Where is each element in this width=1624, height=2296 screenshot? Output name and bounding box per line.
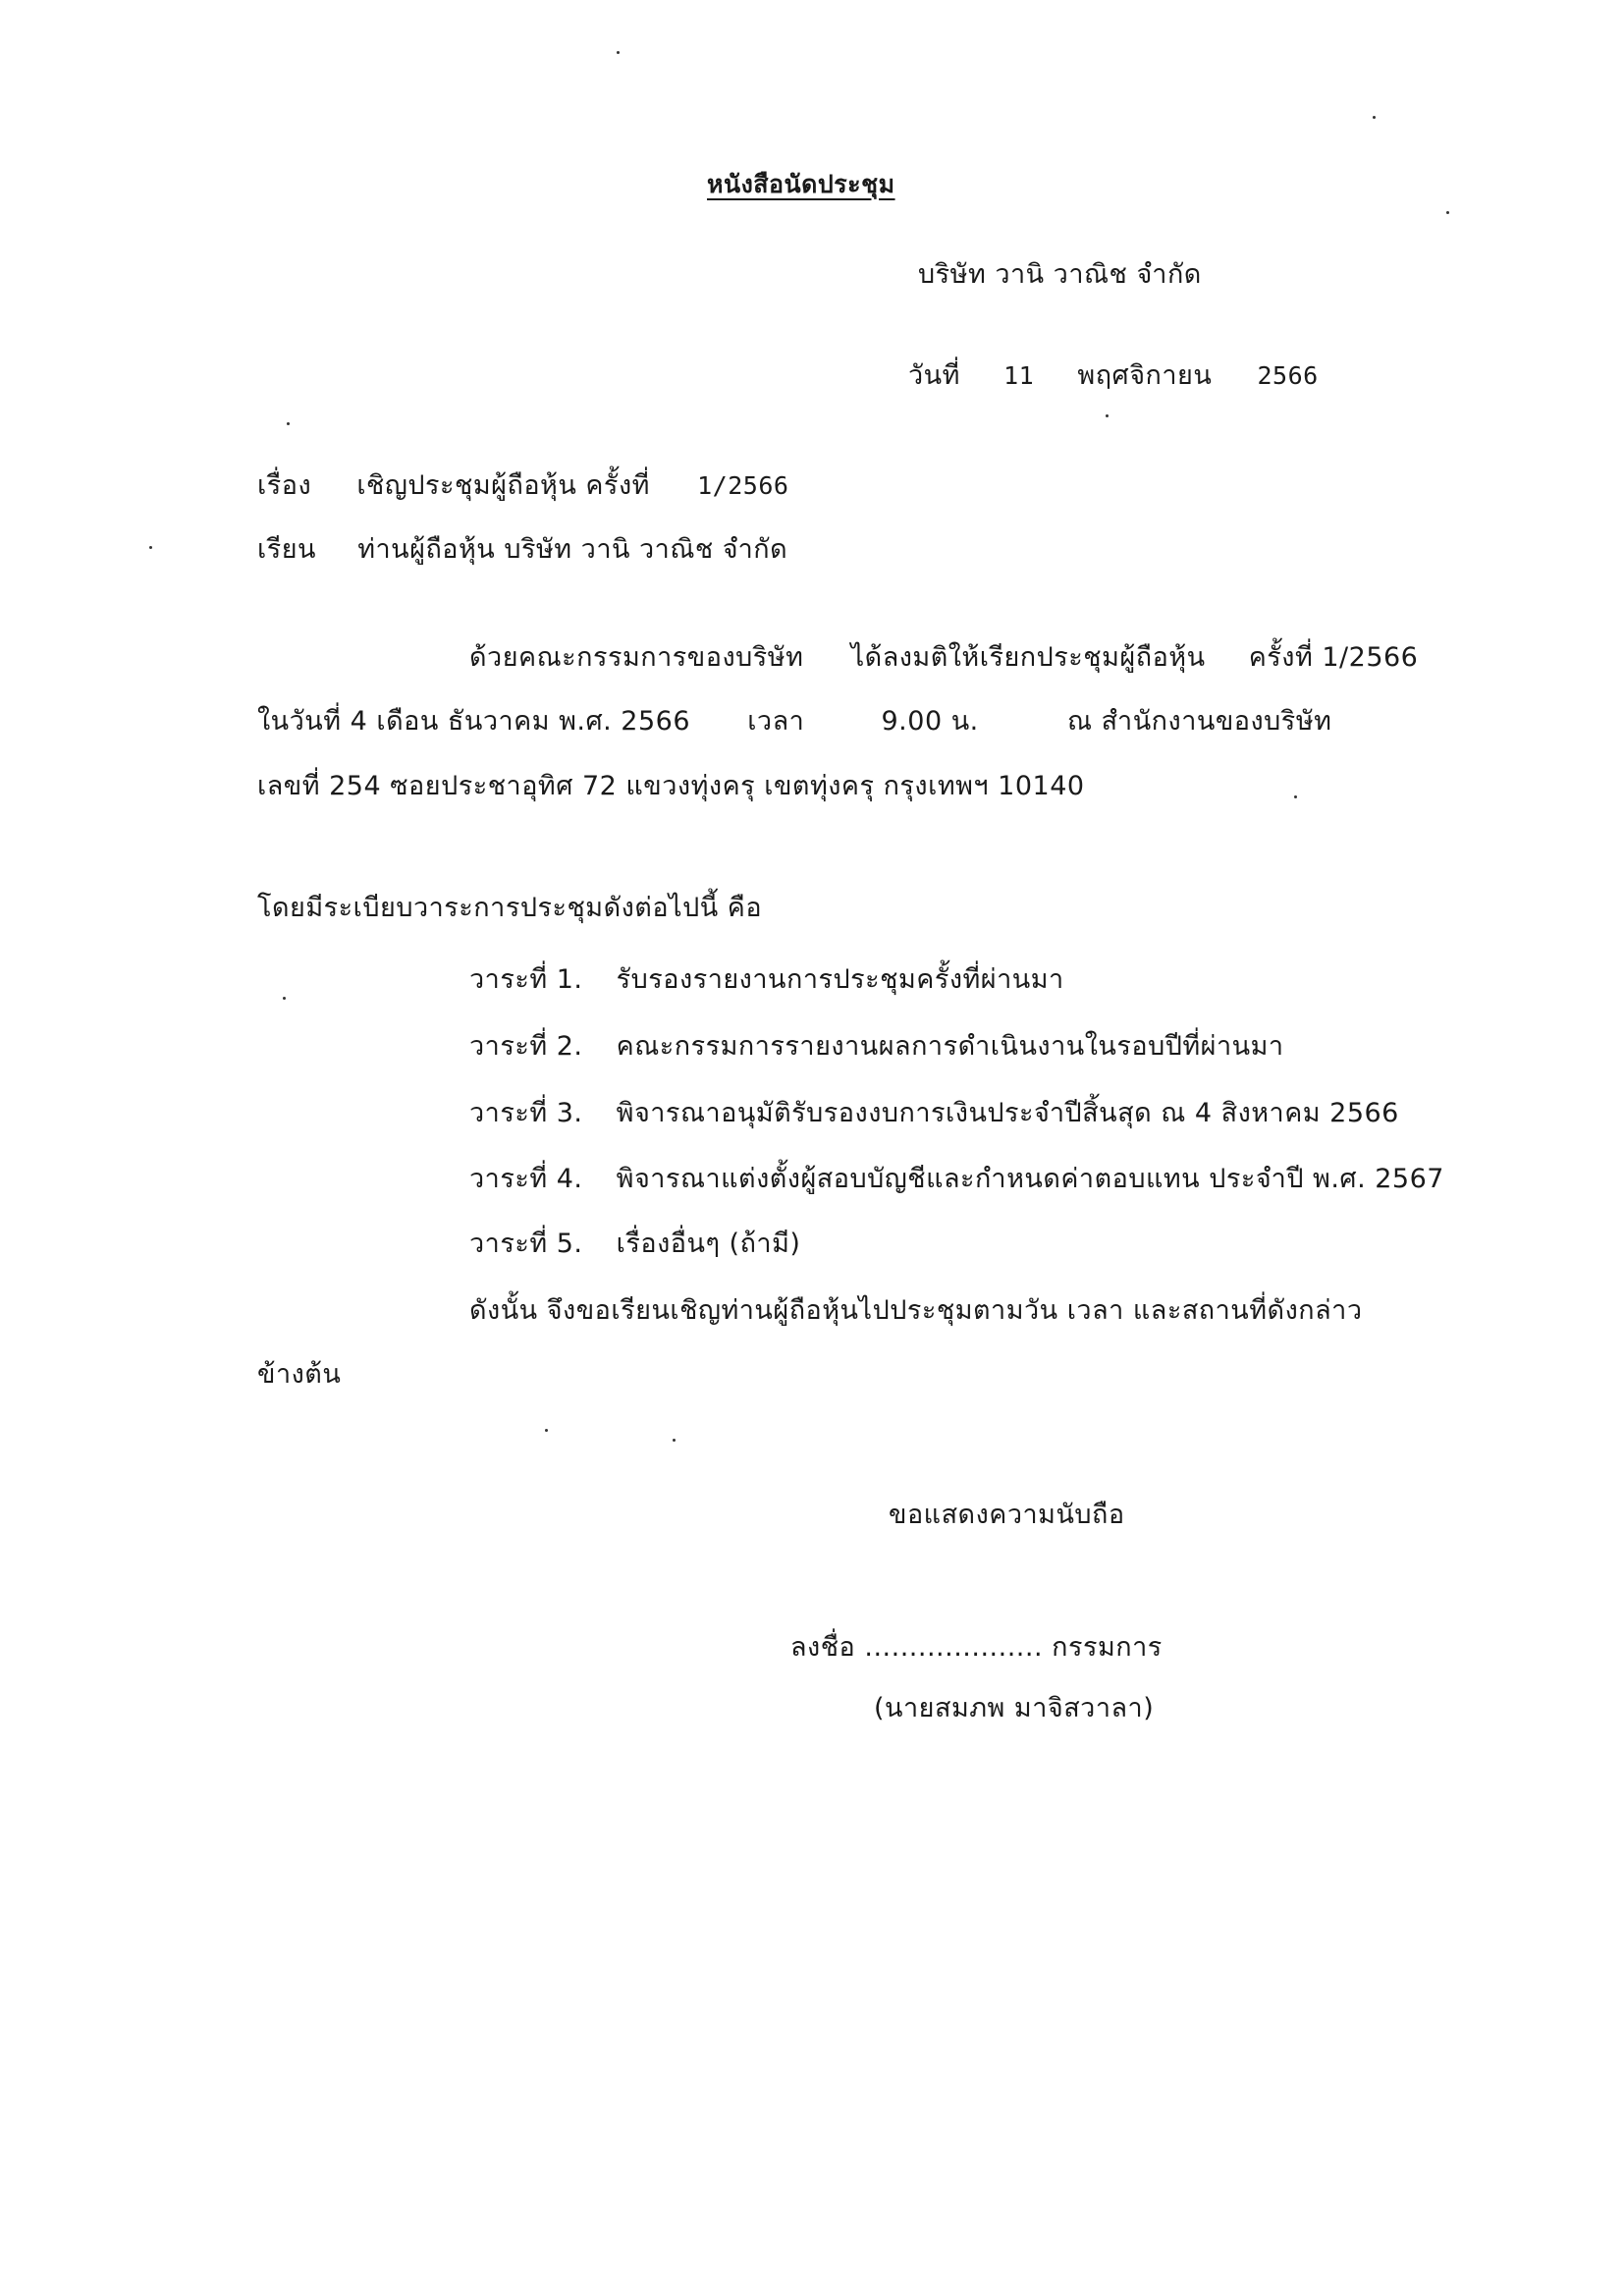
subject-line xyxy=(257,468,788,504)
agenda-item-text: คณะกรรมการรายงานผลการดำเนินงานในรอบปีที่ผ่านมา xyxy=(616,1031,1284,1062)
body-line-2 xyxy=(257,704,1331,739)
recipient-label: เรียน xyxy=(257,534,317,565)
agenda-item xyxy=(469,1029,1284,1065)
signature-line xyxy=(790,1630,1163,1666)
scan-speck xyxy=(1446,211,1449,214)
agenda-item-text: พิจารณาอนุมัติรับรองงบการเงินประจำปีสิ้นสุด ณ 4 สิงหาคม 2566 xyxy=(616,1098,1399,1128)
body-line-1 xyxy=(469,640,1418,676)
agenda-intro: โดยมีระเบียบวาระการประชุมดังต่อไปนี้ คือ xyxy=(257,893,763,923)
body-line-2-part-d: ณ สำนักงานของบริษัท xyxy=(1066,706,1332,737)
subject-text: เชิญประชุมผู้ถือหุ้น ครั้งที่ xyxy=(356,470,650,501)
scan-speck xyxy=(287,422,290,425)
signatory-name: (นายสมภพ มาจิสวาลา) xyxy=(874,1693,1155,1723)
date-label: วันที่ xyxy=(908,360,960,391)
company-name: บริษัท วานิ วาณิช จำกัด xyxy=(918,259,1202,290)
signature-dots: .................... xyxy=(864,1632,1044,1663)
signature-role: กรรมการ xyxy=(1052,1632,1163,1663)
signature-label: ลงชื่อ xyxy=(790,1632,856,1663)
scan-speck xyxy=(1106,414,1109,417)
scan-speck xyxy=(283,997,286,1000)
agenda-item-text: พิจารณาแต่งตั้งผู้สอบบัญชีและกำหนดค่าตอบแทน ประจำปี พ.ศ. 2567 xyxy=(616,1164,1444,1194)
agenda-item-label: วาระที่ 5. xyxy=(469,1229,583,1259)
body-line-2-part-b: เวลา xyxy=(747,706,805,737)
document-title: หนังสือนัดประชุม xyxy=(707,170,895,198)
scan-speck xyxy=(149,546,152,549)
agenda-item-label: วาระที่ 1. xyxy=(469,964,583,995)
scan-speck xyxy=(1373,116,1376,119)
body-line-2-part-a: ในวันที่ 4 เดือน ธันวาคม พ.ศ. 2566 xyxy=(257,706,691,737)
agenda-item xyxy=(469,1096,1399,1131)
closing-line-1: ดังนั้น จึงขอเรียนเชิญท่านผู้ถือหุ้นไปประชุมตามวัน เวลา และสถานที่ดังกล่าว xyxy=(469,1295,1363,1326)
closing-line-2: ข้างต้น xyxy=(257,1359,342,1390)
date-year: 2566 xyxy=(1257,361,1319,390)
regards-text: ขอแสดงความนับถือ xyxy=(889,1500,1125,1530)
date-day: 11 xyxy=(1003,361,1035,390)
body-line-1-part-c: ครั้งที่ 1/2566 xyxy=(1248,642,1419,673)
agenda-item-label: วาระที่ 2. xyxy=(469,1031,583,1062)
agenda-item-label: วาระที่ 4. xyxy=(469,1164,583,1194)
scan-speck xyxy=(545,1429,548,1432)
body-line-2-part-c: 9.00 น. xyxy=(881,706,979,737)
scan-speck xyxy=(617,51,620,54)
agenda-item-text: เรื่องอื่นๆ (ถ้ามี) xyxy=(616,1229,801,1259)
agenda-item-text: รับรองรายงานการประชุมครั้งที่ผ่านมา xyxy=(616,964,1064,995)
body-line-1-part-b: ได้ลงมติให้เรียกประชุมผู้ถือหุ้น xyxy=(850,642,1206,673)
scan-speck xyxy=(673,1439,676,1442)
date-line xyxy=(908,358,1319,394)
subject-label: เรื่อง xyxy=(257,470,312,501)
agenda-item-label: วาระที่ 3. xyxy=(469,1098,583,1128)
scan-speck xyxy=(1294,795,1297,798)
body-line-1-part-a: ด้วยคณะกรรมการของบริษัท xyxy=(469,642,804,673)
subject-number: 1/2566 xyxy=(697,471,789,500)
agenda-item xyxy=(469,962,1064,998)
recipient-text: ท่านผู้ถือหุ้น บริษัท วานิ วาณิช จำกัด xyxy=(357,534,788,565)
agenda-item xyxy=(469,1227,800,1262)
recipient-line xyxy=(257,532,787,568)
agenda-item xyxy=(469,1162,1444,1197)
body-line-3: เลขที่ 254 ซอยประชาอุทิศ 72 แขวงทุ่งครุ เขตทุ่งครุ กรุงเทพฯ 10140 xyxy=(257,771,1085,801)
date-month: พฤศจิกายน xyxy=(1077,360,1213,391)
